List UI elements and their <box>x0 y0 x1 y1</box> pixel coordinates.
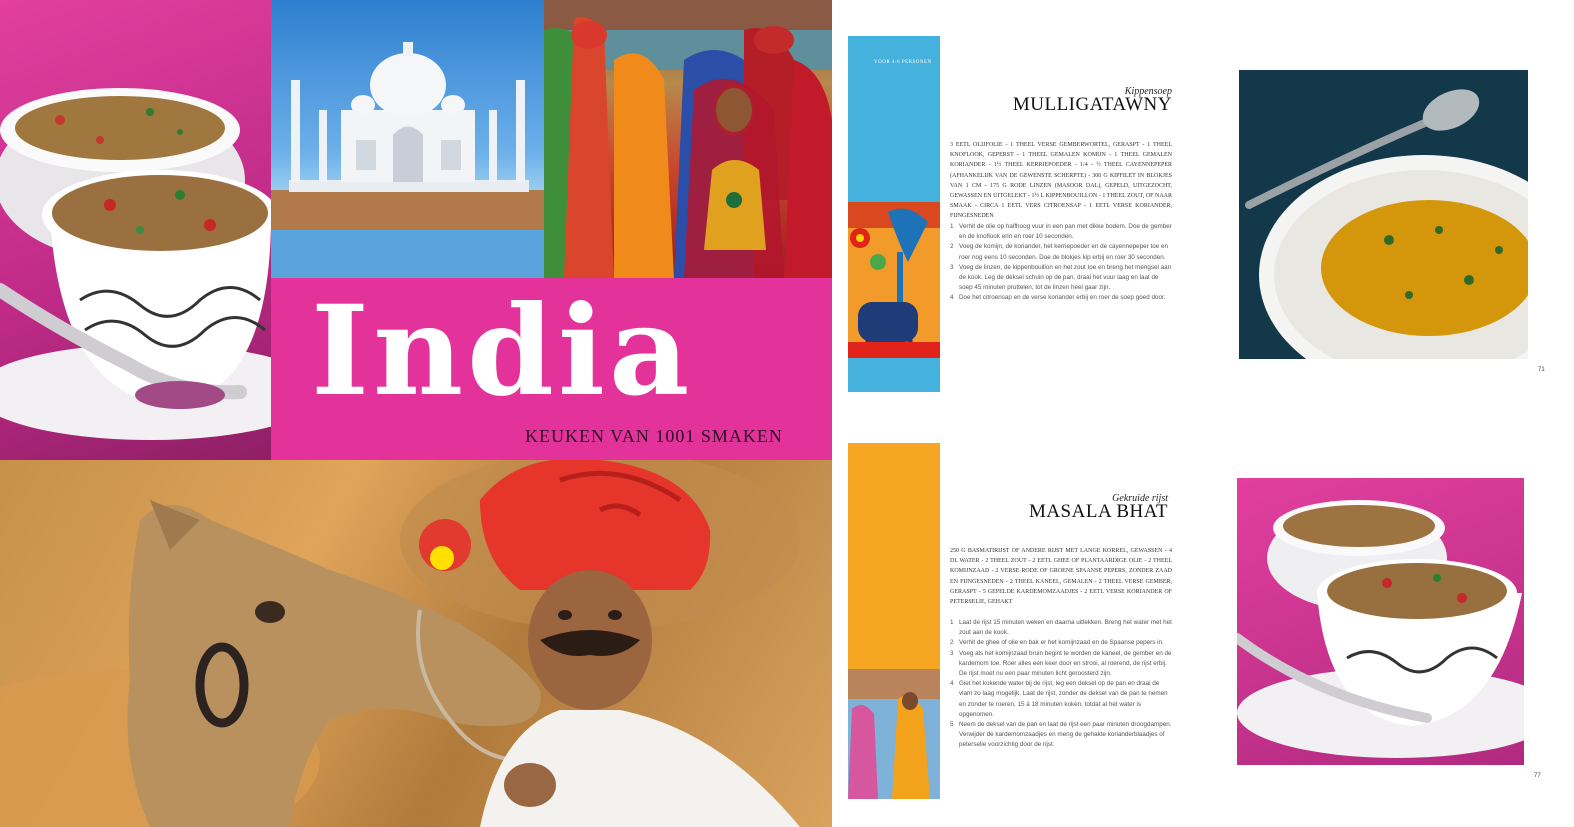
women-in-saris-photo <box>544 0 832 278</box>
recipe-2-steps <box>950 618 1172 751</box>
mulligatawny-soup-photo <box>1239 70 1528 359</box>
women-at-river-image <box>848 669 940 799</box>
recipe-2-color-band <box>848 443 940 799</box>
recipe-step: 3 Voeg de linzen, de kippenbouillon en het zout toe en breng het mengsel aan de kook. Leg de deksel schuin op de pan, draai het vuur laag en laat de soep 45 minuten pruttelen, tot de linzen heel gaar zijn. <box>950 263 1172 292</box>
step-text: Voeg de komijn, de koriander, het kerriepoeder en de cayennepeper toe en roer nog eens 10 seconden. Doe de blokjes kip erbij en roer 30 seconden. <box>959 243 1168 261</box>
rice-bowls-photo <box>0 0 271 460</box>
recipe-spread <box>832 0 1574 827</box>
recipe-step: 5 Neem de deksel van de pan en laat de rijst een paar minuten droogdampen. Verwijder de kardemomzaadjes en meng de gehakte korianderblaadjes of peterselie voorzichtig door de rijst. <box>950 721 1172 749</box>
recipe-2-ingredients: 250 G BASMATIRIJST OF ANDERE RIJST MET LANGE KORREL, GEWASSEN - 4 DL WATER - 2 THEEL ZOUT - 2 EETL GHEE OF PLANTAARDIGE OLIE - 2 THEEL KOMIJNZAAD - 2 VERSE RODE OF GROENE SPAANSE PEPERS, ZONDER ZAAD EN FIJNGESNEDEN - 2 THEEL KANEEL, GEMALEN - 2 THEEL VERSE GEMBER, GERASPT - 5 GEPELDE KARDEMOMZAADJES - 2 EETL VERSE KORIANDER OF PETERSELIE, GEHAKT <box>950 548 1172 606</box>
page-number: 77 <box>1534 773 1541 779</box>
recipe-1-steps <box>950 222 1172 304</box>
step-text: Giet het kokende water bij de rijst, leg een deksel op de pan en draai de vlam zo laag mogelijk. Laat de rijst, zonder de deksel van de pan te nemen en zonder te roeren, 15 à 18 minuten koken, totdat al het water is opgenomen. <box>959 680 1168 718</box>
cover-subtitle: KEUKEN VAN 1001 SMAKEN <box>525 426 783 446</box>
recipe-step: 1 Verhit de olie op halfhoog vuur in een pan met dikke bodem. Doe de gember en de knoflook erin en roer 10 seconden. <box>950 223 1172 241</box>
taj-mahal-photo <box>271 0 544 278</box>
step-text: Verhit de ghee of olie en bak er het komijnzaad en de Spaanse pepers in. <box>959 639 1164 647</box>
recipe-step: 4 Doe het citroensap en de verse koriander erbij en roer de soep goed door. <box>950 294 1166 302</box>
camel-and-man-photo <box>0 460 832 827</box>
recipe-2-title: MASALA BHAT <box>1028 501 1168 522</box>
cover-title: India <box>311 279 694 424</box>
cover-title-panel <box>271 278 832 460</box>
recipe-step: 4 Giet het kokende water bij de rijst, leg een deksel op de pan en draai de vlam zo laag mogelijk. Laat de rijst, zonder de deksel van de pan te nemen en zonder te roeren, 15 à 18 minuten koken, totdat al het water is opgenomen. <box>950 680 1168 718</box>
recipe-1-color-band <box>848 36 940 392</box>
recipe-step: 3 Voeg als het komijnzaad bruin begint te worden de kaneel, de gember en de kardemom toe. Roer alles een keer door en strooi, al roerend, de rijst erbij. De rijst moet nu een paar minuten licht geroosterd zijn. <box>950 649 1172 678</box>
page-number: 71 <box>1538 367 1545 373</box>
recipe-step: 1 Laat de rijst 15 minuten weken en daarna uitlekken. Breng het water met het zout aan de kook. <box>950 619 1172 637</box>
textile-pattern-image <box>848 202 940 358</box>
servings-label: VOOR 4-6 PERSONEN <box>874 60 932 65</box>
recipe-1-subtitle: Kippensoep <box>1124 86 1172 97</box>
step-text: Doe het citroensap en de verse koriander erbij en roer de soep goed door. <box>959 294 1166 302</box>
recipe-1-title: MULLIGATAWNY <box>1012 94 1172 115</box>
recipe-1-ingredients: 3 EETL OLIJFOLIE - 1 THEEL VERSE GEMBERWORTEL, GERASPT - 1 THEEL KNOFLOOK, GEPERST - 1 THEEL GEMALEN KOMIJN - 1 THEEL GEMALEN KORIANDER - 1½ THEEL KERRIEPOEDER - 1/4 - ½ THEEL CAYENNEPEPER (AFHANKELIJK VAN DE GEWENSTE SCHERPTE) - 300 G KIPFILET IN BLOKJES VAN 1 CM - 175 G RODE LINZEN (MASOOR DAL), GEPELD, UITGEZOCHT, GEWASSEN EN UITGELEKT - 1½ L KIPPENBOUILLON - 1 THEEL ZOUT, OF NAAR SMAAK - CIRCA 1 EETL VERS CITROENSAP - 1 EETL VERSE KORIANDER, FIJNGESNEDEN <box>950 142 1172 220</box>
recipe-step: 2 Verhit de ghee of olie en bak er het komijnzaad en de Spaanse pepers in. <box>950 639 1164 647</box>
masala-bhat-rice-photo <box>1237 478 1524 765</box>
recipe-step: 2 Voeg de komijn, de koriander, het kerriepoeder en de cayennepeper toe en roer nog eens 10 seconden. Doe de blokjes kip erbij en roer 30 seconden. <box>950 243 1168 261</box>
step-text: Voeg als het komijnzaad bruin begint te worden de kaneel, de gember en de kardemom toe. Roer alles een keer door en strooi, al roerend, de rijst erbij. De rijst moet nu een paar minuten licht geroosterd zijn. <box>959 649 1172 678</box>
step-text: Laat de rijst 15 minuten weken en daarna uitlekken. Breng het water met het zout aan de kook. <box>959 619 1172 637</box>
step-text: Neem de deksel van de pan en laat de rijst een paar minuten droogdampen. Verwijder de kardemomzaadjes en meng de gehakte korianderblaadjes of peterselie voorzichtig door de rijst. <box>959 721 1172 749</box>
step-text: Voeg de linzen, de kippenbouillon en het zout toe en breng het mengsel aan de kook. Leg de deksel schuin op de pan, draai het vuur laag en laat de soep 45 minuten pruttelen, tot de linzen heel gaar zijn. <box>959 263 1172 292</box>
step-text: Verhit de olie op halfhoog vuur in een pan met dikke bodem. Doe de gember en de knoflook erin en roer 10 seconden. <box>959 223 1172 241</box>
recipe-2-subtitle: Gekruide rijst <box>1112 493 1168 504</box>
